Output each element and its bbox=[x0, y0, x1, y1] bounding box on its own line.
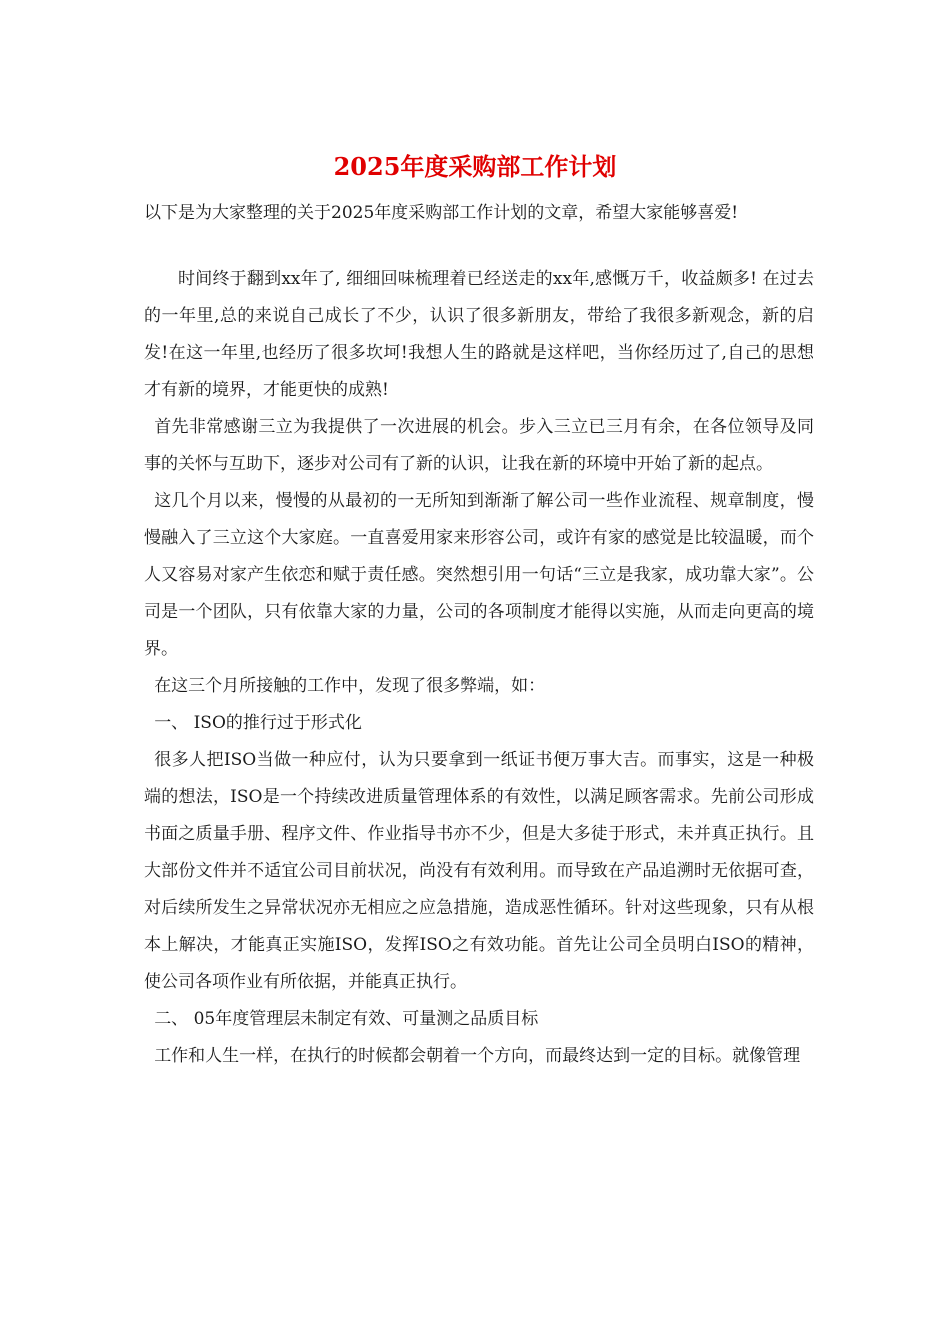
section-heading-quality-goals: 二、 05年度管理层未制定有效、可量测之品质目标 bbox=[154, 1009, 539, 1029]
document-title: 2025年度采购部工作计划 bbox=[333, 152, 617, 181]
paragraph-months: 这几个月以来，慢慢的从最初的一无所知到渐渐了解公司一些作业流程、规章制度，慢慢融入了三立这个大家庭。一直喜爱用家来形容公司，或许有家的感觉是比较温暖，而个人又容易对家产生依恋和赋于责任感。突然想引用一句话“三立是我家，成功靠大家”。公司是一个团队，只有依靠大家的力量，公司的各项制度才能得以实施，从而走向更高的境界。 bbox=[144, 491, 814, 659]
document-body bbox=[144, 261, 814, 1075]
paragraph-iso: 很多人把ISO当做一种应付，认为只要拿到一纸证书便万事大吉。而事实，这是一种极端的想法，ISO是一个持续改进质量管理体系的有效性，以满足顾客需求。先前公司形成书面之质量手册、程序文件、作业指导书亦不少，但是大多徒于形式，未并真正执行。且大部份文件并不适宜公司目前状况，尚没有有效利用。而导致在产品追溯时无依据可查，对后续所发生之异常状况亦无相应之应急措施，造成恶性循环。针对这些现象，只有从根本上解决，才能真正实施ISO，发挥ISO之有效功能。首先让公司全员明白ISO的精神，使公司各项作业有所依据，并能真正执行。 bbox=[144, 750, 814, 992]
paragraph-opening: 时间终于翻到xx年了, 细细回味梳理着已经送走的xx年,感慨万千，收益颇多! 在过去的一年里,总的来说自己成长了不少，认识了很多新朋友，带给了我很多新观念，新的启发!在这一年里,也经历了很多坎坷!我想人生的路就是这样吧，当你经历过了,自己的思想才有新的境界，才能更快的成熟! bbox=[144, 269, 814, 400]
paragraph-thanks: 首先非常感谢三立为我提供了一次进展的机会。步入三立已三月有余，在各位领导及同事的关怀与互助下，逐步对公司有了新的认识，让我在新的环境中开始了新的起点。 bbox=[144, 417, 814, 474]
paragraph-issues-intro: 在这三个月所接触的工作中，发现了很多弊端，如： bbox=[154, 676, 546, 696]
intro-line: 以下是为大家整理的关于2025年度采购部工作计划的文章，希望大家能够喜爱! bbox=[144, 203, 739, 223]
section-heading-iso: 一、 ISO的推行过于形式化 bbox=[154, 713, 362, 733]
paragraph-work-life: 工作和人生一样，在执行的时候都会朝着一个方向，而最终达到一定的目标。就像管理 bbox=[154, 1046, 801, 1066]
